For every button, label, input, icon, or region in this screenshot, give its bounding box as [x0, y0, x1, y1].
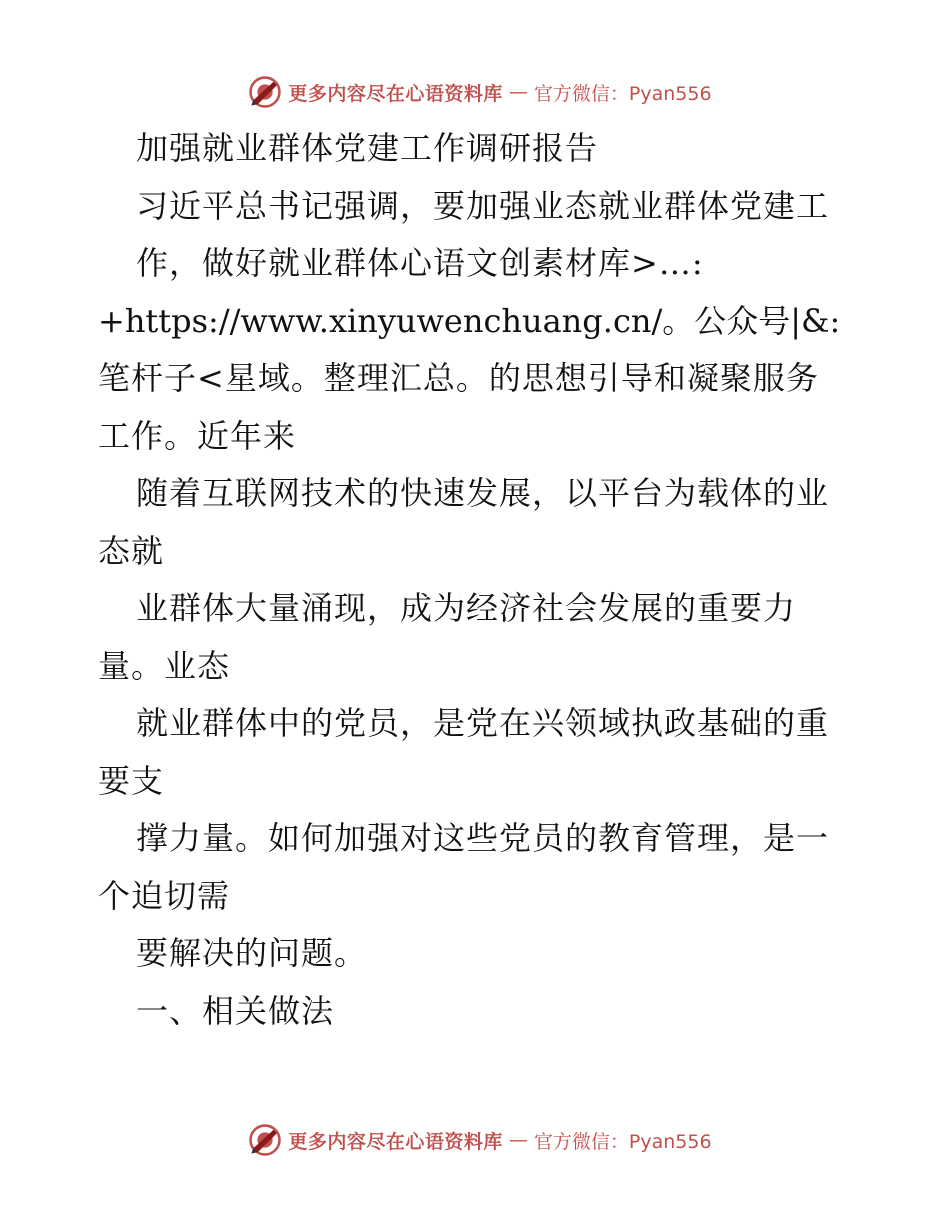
paragraph-line: 就业群体中的党员，是党在兴领域执政基础的重: [136, 704, 830, 742]
banner-separator: —: [508, 81, 528, 103]
paragraph-line: 工作。近年来: [98, 416, 297, 455]
pen-logo-icon: [248, 1123, 282, 1157]
banner-title: 更多内容尽在心语资料库: [288, 82, 503, 105]
paragraph-line: 作，做好就业群体心语文创素材库>…:: [136, 244, 704, 282]
header-banner: [0, 72, 950, 112]
section-heading: 一、相关做法: [136, 991, 335, 1030]
pen-logo-icon: [248, 75, 282, 109]
banner-separator: —: [508, 1129, 528, 1151]
banner-wechat: 官方微信：Pyan556: [533, 1130, 712, 1153]
paragraph-line: +https://www.xinyuwenchuang.cn/。公众号|&:: [98, 301, 841, 340]
doc-title: 加强就业群体党建工作调研报告: [136, 129, 599, 167]
paragraph-line: 随着互联网技术的快速发展，以平台为载体的业: [136, 474, 830, 512]
banner-wechat: 官方微信：Pyan556: [533, 82, 712, 105]
paragraph-line: 要解决的问题。: [136, 934, 368, 972]
document-body: [98, 120, 858, 1040]
banner-title: 更多内容尽在心语资料库: [288, 1130, 503, 1153]
paragraph-line: 习近平总书记强调，要加强业态就业群体党建工: [136, 186, 830, 225]
paragraph-line: 态就: [98, 531, 165, 570]
paragraph-line: 业群体大量涌现，成为经济社会发展的重要力: [136, 589, 797, 627]
footer-banner: [0, 1120, 950, 1160]
paragraph-line: 撑力量。如何加强对这些党员的教育管理，是一: [136, 819, 830, 857]
paragraph-line: 量。业态: [98, 646, 231, 685]
footer-banner-content: [248, 1123, 711, 1157]
header-banner-content: [248, 75, 711, 109]
paragraph-line: 笔杆子<星域。整理汇总。的思想引导和凝聚服务: [98, 359, 819, 397]
paragraph-line: 个迫切需: [98, 876, 231, 915]
paragraph-line: 要支: [98, 761, 165, 800]
